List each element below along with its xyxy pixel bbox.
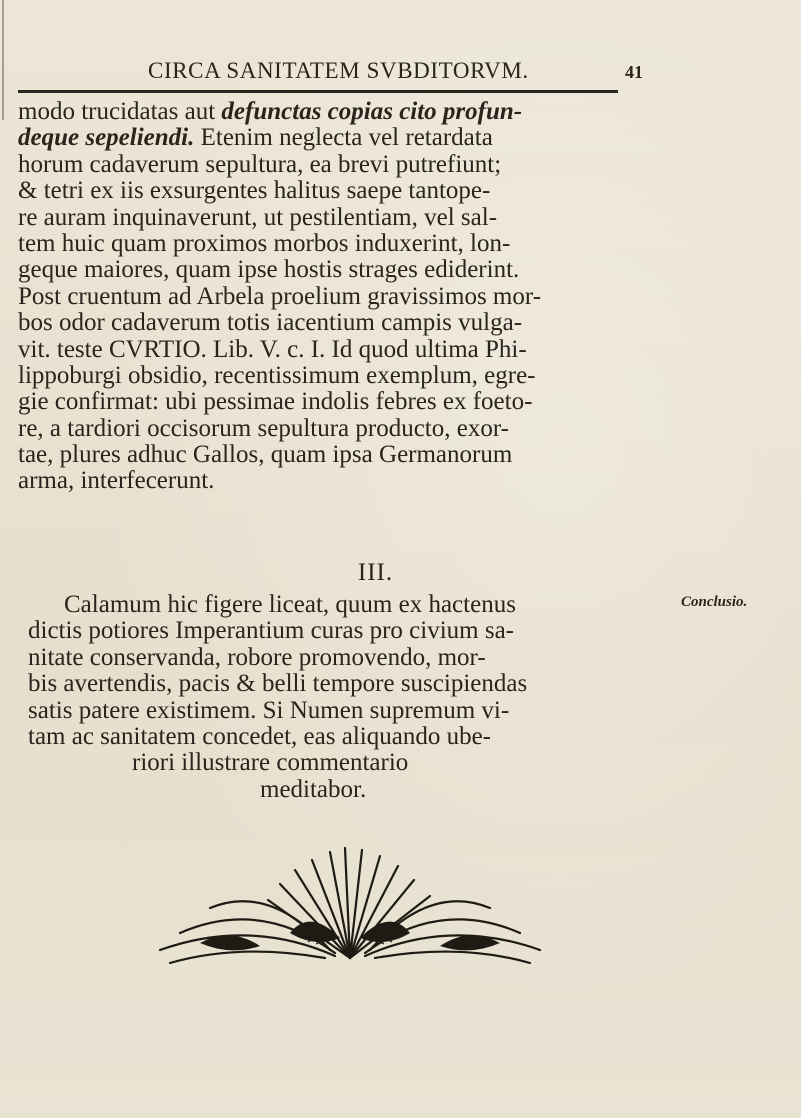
text-line: re, a tardiori occisorum sepultura producto, exor- xyxy=(18,414,509,442)
paragraph-2 xyxy=(28,592,678,803)
text-line: tam ac sanitatem concedet, eas aliquando ube- xyxy=(28,722,491,750)
paragraph-1 xyxy=(18,99,658,495)
section-heading: III. xyxy=(357,559,394,586)
gutter-edge xyxy=(2,0,4,120)
text-line: modo trucidatas aut defunctas copias cito profun- xyxy=(18,98,523,125)
running-head: CIRCA SANITATEM SVBDITORVM. xyxy=(148,58,529,83)
header-rule xyxy=(18,90,618,93)
margin-note: Conclusio. xyxy=(681,594,748,610)
text-line: gie confirmat: ubi pessimae indolis febres ex foeto- xyxy=(18,388,533,416)
text-line: horum cadaverum sepultura, ea brevi putrefiunt; xyxy=(18,150,502,178)
text-line: tae, plures adhuc Gallos, quam ipsa Germanorum xyxy=(18,441,513,469)
page-number: 41 xyxy=(625,62,643,82)
text-line: bis avertendis, pacis & belli tempore suscipiendas xyxy=(28,670,528,698)
text-line: vit. teste CVRTIO. Lib. V. c. I. Id quod ultima Phi- xyxy=(18,335,527,363)
text-line: satis patere existimem. Si Numen supremum vi- xyxy=(28,696,510,724)
text-line: Post cruentum ad Arbela proelium gravissimos mor- xyxy=(18,282,542,310)
text-line: nitate conservanda, robore promovendo, mor- xyxy=(28,643,486,671)
text-line: geque maiores, quam ipse hostis strages ediderint. xyxy=(18,256,520,284)
text-line: Calamum hic figere liceat, quum ex hactenus xyxy=(64,591,516,618)
text-line: riori illustrare commentario xyxy=(132,749,409,777)
text-line: tem huic quam proximos morbos induxerint, lon- xyxy=(18,229,511,257)
text-line: lippoburgi obsidio, recentissimum exemplum, egre- xyxy=(18,361,536,389)
text-line: bos odor cadaverum totis iacentium campis vulga- xyxy=(18,309,523,337)
text-line: & tetri ex iis exsurgentes halitus saepe tantope- xyxy=(18,177,491,205)
text-line: deque sepeliendi. Etenim neglecta vel retardata xyxy=(18,124,493,152)
text-line: arma, interfecerunt. xyxy=(18,467,215,495)
text-line: dictis potiores Imperantium curas pro civium sa- xyxy=(28,617,514,645)
text-line: meditabor. xyxy=(260,775,367,803)
page-header xyxy=(120,54,643,88)
tailpiece-ornament xyxy=(140,838,560,968)
text-line: re auram inquinaverunt, ut pestilentiam, vel sal- xyxy=(18,203,498,231)
